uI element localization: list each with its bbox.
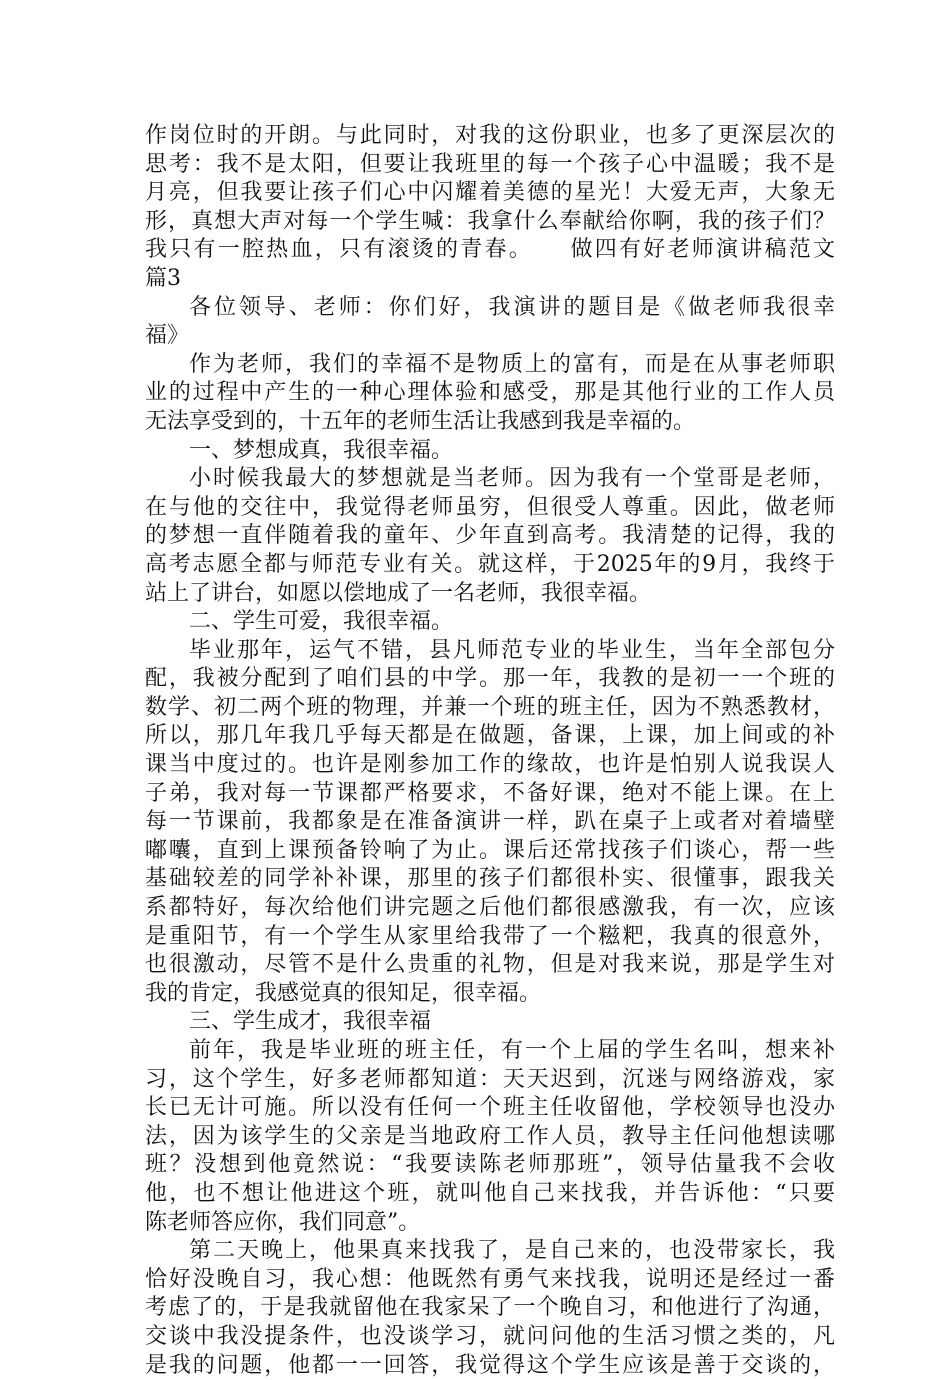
text-line: 的梦想一直伴随着我的童年、少年直到高考。我清楚的记得，我的 [145, 523, 835, 549]
text-line: 习，这个学生，好多老师都知道：天天迟到，沉迷与网络游戏，家 [145, 1066, 835, 1092]
text-line: 形，真想大声对每一个学生喊：我拿什么奉献给你啊，我的孩子们？ [145, 208, 835, 234]
text-line: 他，也不想让他进这个班，就叫他自己来找我，并告诉他：“只要 [145, 1180, 835, 1206]
text-line: 思考：我不是太阳，但要让我班里的每一个孩子心中温暖；我不是 [145, 151, 835, 177]
text-line: 每一节课前，我都象是在准备演讲一样，趴在桌子上或者对着墙壁 [145, 809, 835, 835]
text-line: 在与他的交往中，我觉得老师虽穷，但很受人尊重。因此，做老师 [145, 494, 835, 520]
text-line: 配，我被分配到了咱们县的中学。那一年，我教的是初一一个班的 [145, 666, 835, 692]
text-line: 高考志愿全都与师范专业有关。就这样，于2025年的9月，我终于 [145, 551, 835, 577]
document-page [145, 122, 835, 1380]
text-line: 我只有一腔热血，只有滚烫的青春。 做四有好老师演讲稿范文 [145, 237, 835, 263]
section-heading: 二、学生可爱，我很幸福。 [189, 609, 454, 635]
text-line: 作为老师，我们的幸福不是物质上的富有，而是在从事老师职 [189, 351, 835, 377]
text-line: 站上了讲台，如愿以偿地成了一名老师，我很幸福。 [145, 580, 652, 606]
text-line: 嘟囔，直到上课预备铃响了为止。课后还常找孩子们谈心，帮一些 [145, 837, 835, 863]
text-line: 小时候我最大的梦想就是当老师。因为我有一个堂哥是老师， [189, 466, 835, 492]
text-line: 考虑了的，于是我就留他在我家呆了一个晚自习，和他进行了沟通， [145, 1295, 835, 1321]
text-line: 毕业那年，运气不错，县凡师范专业的毕业生，当年全部包分 [189, 637, 835, 663]
text-line: 所以，那几年我几乎每天都是在做题，备课，上课，加上间或的补 [145, 723, 835, 749]
text-line: 前年，我是毕业班的班主任，有一个上届的学生名叫，想来补 [189, 1038, 835, 1063]
text-line: 陈老师答应你，我们同意”。 [145, 1209, 421, 1235]
text-line: 第二天晚上，他果真来找我了，是自己来的，也没带家长，我 [189, 1238, 835, 1264]
text-line: 作岗位时的开朗。与此同时，对我的这份职业，也多了更深层次的 [145, 123, 835, 148]
text-line: 各位领导、老师：你们好，我演讲的题目是《做老师我很幸 [189, 294, 835, 320]
section-heading: 三、学生成才，我很幸福 [189, 1009, 432, 1035]
text-line: 课当中度过的。也许是刚参加工作的缘故，也许是怕别人说我误人 [145, 752, 835, 778]
text-line: 是我的问题，他都一一回答，我觉得这个学生应该是善于交谈的， [145, 1352, 835, 1378]
section-heading: 一、梦想成真，我很幸福。 [189, 437, 454, 463]
text-line: 也很激动，尽管不是什么贵重的礼物，但是对我来说，那是学生对 [145, 952, 835, 978]
text-line: 法，因为该学生的父亲是当地政府工作人员，教导主任问他想读哪 [145, 1123, 835, 1149]
text-line: 交谈中我没提条件，也没谈学习，就问问他的生活习惯之类的，凡 [145, 1323, 835, 1349]
text-line: 月亮，但我要让孩子们心中闪耀着美德的星光！大爱无声，大象无 [145, 180, 835, 206]
text-line: 是重阳节，有一个学生从家里给我带了一个糍粑，我真的很意外， [145, 923, 835, 949]
text-line: 无法享受到的，十五年的老师生活让我感到我是幸福的。 [145, 408, 696, 434]
text-line: 长已无计可施。所以没有任何一个班主任收留他，学校领导也没办 [145, 1095, 835, 1121]
text-line: 篇3 [145, 265, 181, 291]
text-line: 系都特好，每次给他们讲完题之后他们都很感激我，有一次，应该 [145, 895, 835, 921]
text-line: 班？没想到他竟然说：“我要读陈老师那班”，领导估量我不会收 [145, 1152, 835, 1178]
text-line: 恰好没晚自习，我心想：他既然有勇气来找我，说明还是经过一番 [145, 1266, 835, 1292]
text-line: 业的过程中产生的一种心理体验和感受，那是其他行业的工作人员 [145, 380, 835, 406]
text-line: 福》 [145, 323, 190, 349]
text-line: 我的肯定，我感觉真的很知足，很幸福。 [145, 980, 542, 1006]
text-line: 数学、初二两个班的物理，并兼一个班的班主任，因为不熟悉教材， [145, 694, 835, 720]
text-line: 基础较差的同学补补课，那里的孩子们都很朴实、很懂事，跟我关 [145, 866, 835, 892]
text-line: 子弟，我对每一节课都严格要求，不备好课，绝对不能上课。在上 [145, 780, 835, 806]
